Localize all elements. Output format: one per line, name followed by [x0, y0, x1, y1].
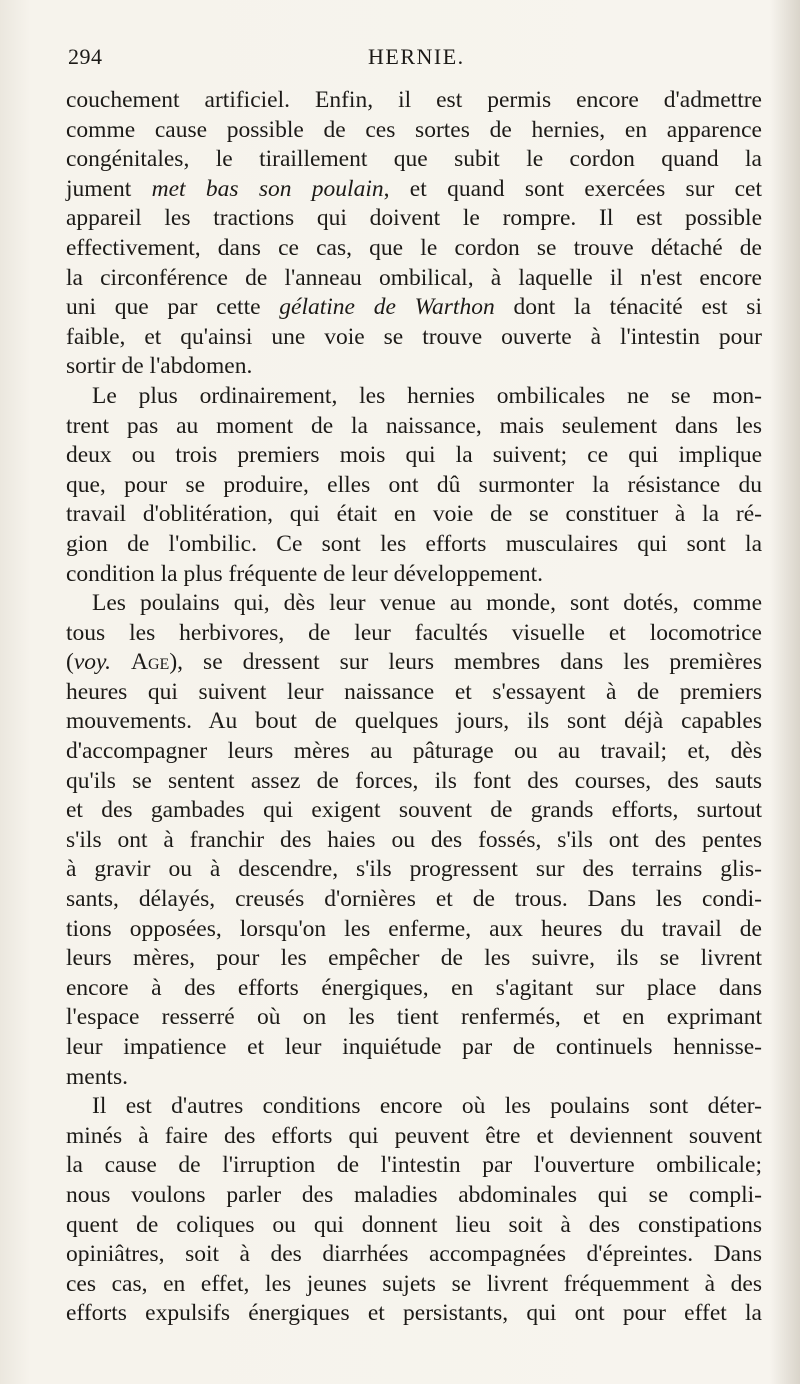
text-line: ces cas, en effet, les jeunes sujets se livrent fréquemment à des [66, 1270, 762, 1297]
text-line: faible, et qu'ainsi une voie se trouve ouverte à l'intestin pour [66, 323, 762, 350]
text-line: nous voulons parler des maladies abdominales qui se compli- [66, 1181, 762, 1208]
text-line: à gravir ou à descendre, s'ils progressent sur des terrains glis- [66, 856, 762, 883]
text-line: leurs mères, pour les empêcher de les suivre, ils se livrent [66, 945, 762, 972]
text-line: Le plus ordinairement, les hernies ombilicales ne se mon- [92, 382, 762, 409]
text-line: comme cause possible de ces sortes de hernies, en apparence [66, 116, 762, 143]
text-line: tions opposées, lorsqu'on les enferme, aux heures du travail de [66, 915, 762, 942]
text-line: la cause de l'irruption de l'intestin par l'ouverture ombilicale; [66, 1152, 762, 1179]
text-line: s'ils ont à franchir des haies ou des fossés, s'ils ont des pentes [66, 826, 762, 853]
text-line: (voy. Age), se dressent sur leurs membres dans les premières [66, 649, 762, 676]
text-line: qu'ils se sentent assez de forces, ils font des courses, des sauts [66, 767, 762, 794]
text-line: condition la plus fréquente de leur développement. [66, 560, 544, 587]
paragraph-2 [66, 382, 762, 589]
text-line: leur impatience et leur inquiétude par de continuels hennisse- [66, 1034, 762, 1060]
page-number: 294 [68, 44, 103, 69]
paragraph-4 [66, 1092, 762, 1329]
text-line: encore à des efforts énergiques, en s'agitant sur place dans [66, 974, 762, 1001]
text-line: effectivement, dans ce cas, que le cordon se trouve détaché de [66, 234, 762, 261]
text-line: et des gambades qui exigent souvent de grands efforts, surtout [66, 797, 762, 824]
text-line: minés à faire des efforts qui peuvent être et deviennent souvent [66, 1122, 762, 1149]
text-line: trent pas au moment de la naissance, mais seulement dans les [66, 412, 762, 439]
text-line: ments. [66, 1063, 129, 1090]
text-line: l'espace resserré où on les tient renfermés, et en exprimant [66, 1004, 762, 1031]
text-line: tous les herbivores, de leur facultés visuelle et locomotrice [66, 619, 762, 646]
text-line: jument met bas son poulain, et quand sont exercées sur cet [66, 175, 762, 202]
text-line: que, pour se produire, elles ont dû surmonter la résistance du [66, 471, 762, 498]
text-line: Les poulains qui, dès leur venue au monde, sont dotés, comme [92, 590, 762, 617]
text-line: sants, délayés, creusés d'ornières et de trous. Dans les condi- [66, 886, 762, 913]
text-line: travail d'oblitération, qui était en voie de se constituer à la ré- [66, 501, 762, 528]
text-line: heures qui suivent leur naissance et s'essayent à de premiers [66, 678, 762, 705]
text-line: quent de coliques ou qui donnent lieu soit à des constipations [66, 1211, 762, 1238]
text-line: gion de l'ombilic. Ce sont les efforts musculaires qui sont la [66, 530, 762, 557]
text-line: appareil les tractions qui doivent le rompre. Il est possible [66, 205, 762, 232]
page-header [68, 44, 760, 78]
text-line: uni que par cette gélatine de Warthon dont la ténacité est si [66, 294, 762, 321]
paragraph-3 [66, 589, 762, 1092]
text-line: Il est d'autres conditions encore où les poulains sont déter- [92, 1093, 762, 1120]
text-line: opiniâtres, soit à des diarrhées accompagnées d'épreintes. Dans [66, 1241, 762, 1268]
text-line: la circonférence de l'anneau ombilical, à laquelle il n'est encore [66, 264, 762, 291]
paragraph-1 [66, 86, 762, 382]
text-line: mouvements. Au bout de quelques jours, ils sont déjà capables [66, 708, 762, 735]
text-line: deux ou trois premiers mois qui la suivent; ce qui implique [66, 442, 762, 469]
text-line: sortir de l'abdomen. [66, 353, 253, 380]
body-text [66, 86, 762, 1329]
text-line: d'accompagner leurs mères au pâturage ou au travail; et, dès [66, 738, 762, 765]
text-line: efforts expulsifs énergiques et persistants, qui ont pour effet la [66, 1300, 762, 1327]
running-head: HERNIE. [368, 44, 465, 69]
text-line: congénitales, le tiraillement que subit le cordon quand la [66, 146, 762, 173]
text-line: couchement artificiel. Enfin, il est permis encore d'admettre [66, 87, 762, 113]
